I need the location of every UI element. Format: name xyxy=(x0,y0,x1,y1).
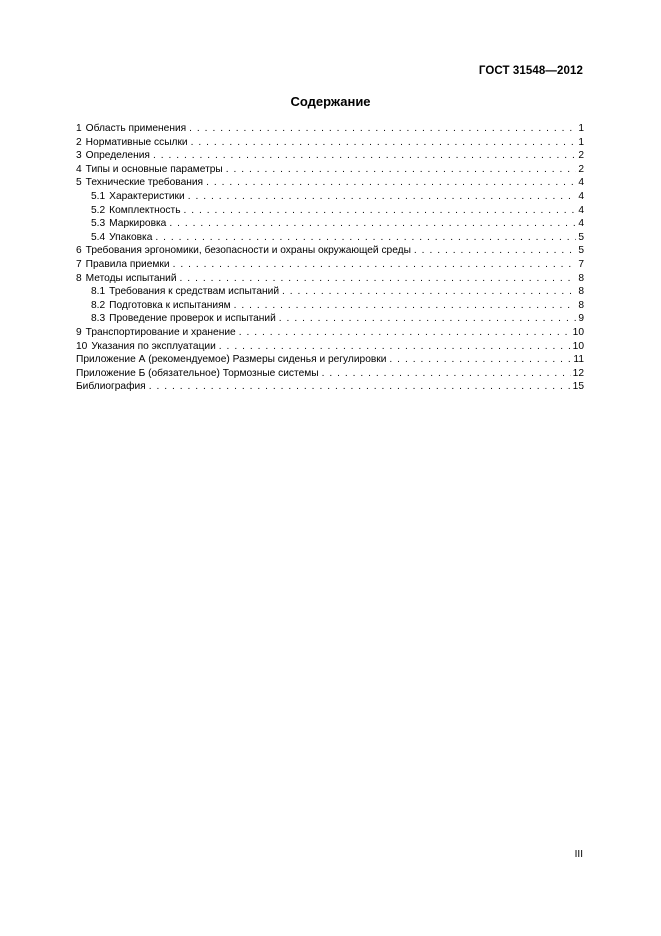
toc-dot-leader xyxy=(153,149,576,163)
toc-entry-page: 10 xyxy=(572,340,584,352)
toc-dot-leader xyxy=(206,176,576,190)
toc-dot-leader xyxy=(189,122,576,136)
toc-entry-number: 8.3 xyxy=(91,313,106,325)
toc-entry-number: 7 xyxy=(76,258,82,270)
toc-entry-page: 2 xyxy=(578,163,584,175)
toc-entry-page: 1 xyxy=(578,123,584,134)
toc-entry[interactable] xyxy=(76,312,584,326)
toc-entry-title: Приложение Б (обязательное) Тормозные системы xyxy=(76,367,319,379)
toc-dot-leader xyxy=(234,299,577,313)
toc-entry[interactable] xyxy=(76,285,584,299)
toc-entry[interactable] xyxy=(76,176,584,190)
toc-dot-leader xyxy=(414,244,576,258)
toc-entry-number: 1 xyxy=(76,123,82,134)
toc-entry-page: 4 xyxy=(578,204,584,216)
toc-entry-number: 2 xyxy=(76,136,82,148)
toc-entry-page: 7 xyxy=(578,258,584,270)
toc-entry-number: 8.2 xyxy=(91,299,106,311)
toc-entry-page: 8 xyxy=(578,286,584,298)
toc-entry-number: 8 xyxy=(76,272,82,284)
toc-entry-title: Определения xyxy=(85,150,150,162)
toc-entry[interactable] xyxy=(76,367,584,381)
toc-entry-number: 6 xyxy=(76,245,82,257)
toc-entry-number: 5.2 xyxy=(91,204,106,216)
toc-dot-leader xyxy=(226,163,577,177)
toc-entry-number: 4 xyxy=(76,163,82,175)
toc-entry[interactable] xyxy=(76,136,584,150)
toc-entry[interactable] xyxy=(76,272,584,286)
toc-entry-page: 11 xyxy=(573,354,584,366)
toc-entry-title: Указания по эксплуатации xyxy=(91,340,216,352)
toc-entry-page: 1 xyxy=(578,136,584,148)
toc-entry-page: 8 xyxy=(578,272,584,284)
toc-entry-page: 5 xyxy=(578,245,584,257)
toc-entry-title: Типы и основные параметры xyxy=(85,163,223,175)
toc-dot-leader xyxy=(191,136,577,150)
toc-entry-number: 3 xyxy=(76,150,82,162)
toc-dot-leader xyxy=(155,231,576,245)
toc-entry-title: Приложение А (рекомендуемое) Размеры сиденья и регулировки xyxy=(76,354,387,366)
toc-entry[interactable] xyxy=(76,122,584,136)
toc-entry-page: 10 xyxy=(572,326,584,338)
toc-dot-leader xyxy=(188,190,577,204)
toc-entry-title: Транспортирование и хранение xyxy=(85,326,236,338)
toc-dot-leader xyxy=(322,367,571,381)
toc-entry-page: 5 xyxy=(578,231,584,243)
toc-entry-page: 2 xyxy=(578,150,584,162)
toc-entry-number: 8.1 xyxy=(91,286,106,298)
toc-entry-number: 5.3 xyxy=(91,218,106,230)
toc-entry-number: 5 xyxy=(76,177,82,189)
toc-entry[interactable] xyxy=(76,204,584,218)
toc-entry-page: 8 xyxy=(578,299,584,311)
standard-designation: ГОСТ 31548—2012 xyxy=(478,65,583,77)
toc-entry[interactable] xyxy=(76,231,584,245)
toc-dot-leader xyxy=(180,272,577,286)
toc-entry[interactable] xyxy=(76,163,584,177)
toc-entry[interactable] xyxy=(76,149,584,163)
toc-entry-number: 5.1 xyxy=(91,190,106,202)
toc-entry-number: 10 xyxy=(76,340,88,352)
toc-entry-title: Упаковка xyxy=(109,231,153,243)
toc-dot-leader xyxy=(184,204,577,218)
toc-entry[interactable] xyxy=(76,190,584,204)
toc-dot-leader xyxy=(282,285,576,299)
toc-entry[interactable] xyxy=(76,258,584,272)
toc-entry-number: 5.4 xyxy=(91,231,106,243)
toc-entry-title: Правила приемки xyxy=(85,258,170,270)
toc-dot-leader xyxy=(173,258,577,272)
toc-entry-title: Нормативные ссылки xyxy=(85,136,188,148)
toc-dot-leader xyxy=(219,340,571,354)
toc-entry[interactable] xyxy=(76,326,584,340)
toc-dot-leader xyxy=(149,380,571,394)
toc-entry-page: 4 xyxy=(578,218,584,230)
toc-entry-page: 9 xyxy=(578,313,584,325)
toc-entry-title: Методы испытаний xyxy=(85,272,177,284)
toc-dot-leader xyxy=(239,326,571,340)
toc-entry[interactable] xyxy=(76,380,584,394)
toc-entry-page: 12 xyxy=(572,367,584,379)
toc-entry-title: Технические требования xyxy=(85,177,204,189)
toc-entry-page: 4 xyxy=(578,177,584,189)
toc-entry-title: Подготовка к испытаниям xyxy=(109,299,231,311)
toc-dot-leader xyxy=(389,353,571,367)
toc-entry-page: 4 xyxy=(578,190,584,202)
toc-dot-leader xyxy=(169,217,576,231)
toc-entry-title: Требования к средствам испытаний xyxy=(109,286,280,298)
toc-entry[interactable] xyxy=(76,217,584,231)
toc-title: Содержание xyxy=(290,94,371,109)
toc-entry-title: Маркировка xyxy=(109,218,167,230)
toc-entry-title: Проведение проверок и испытаний xyxy=(109,313,276,325)
toc-entry[interactable] xyxy=(76,244,584,258)
toc-entry-title: Комплектность xyxy=(109,204,181,216)
toc-entry[interactable] xyxy=(76,353,584,367)
toc-entry-title: Библиография xyxy=(76,381,146,393)
toc-entry-title: Область применения xyxy=(85,123,187,134)
page-number: III xyxy=(574,849,583,860)
toc-entry[interactable] xyxy=(76,340,584,354)
toc-dot-leader xyxy=(279,312,577,326)
toc-entry-number: 9 xyxy=(76,326,82,338)
toc-entry-title: Требования эргономики, безопасности и охраны окружающей среды xyxy=(85,245,411,257)
toc-entry[interactable] xyxy=(76,299,584,313)
toc-entry-title: Характеристики xyxy=(109,190,185,202)
toc-list xyxy=(76,122,584,394)
toc-entry-page: 15 xyxy=(572,381,584,393)
